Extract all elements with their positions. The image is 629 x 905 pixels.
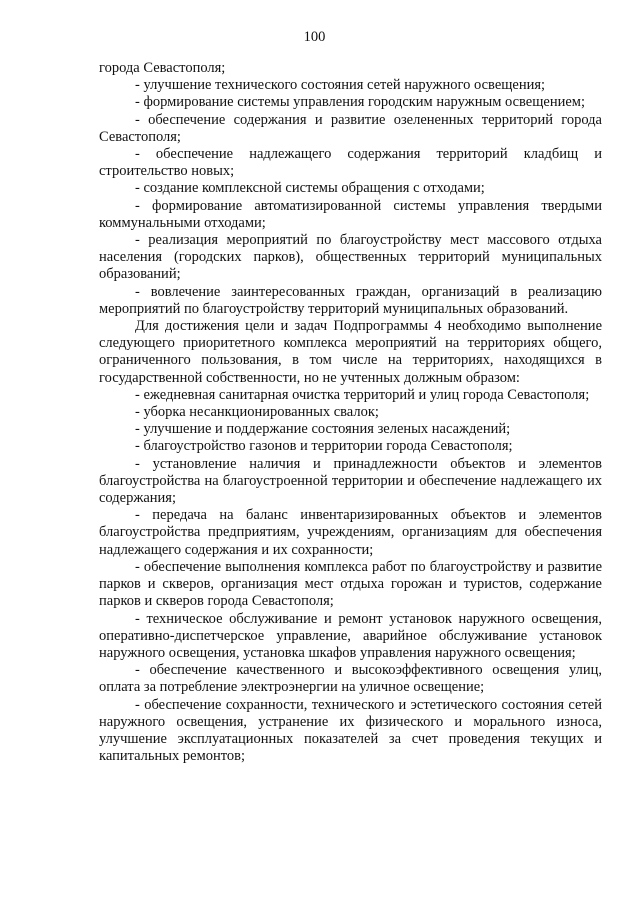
paragraph: города Севастополя; (99, 60, 226, 76)
list-item: - улучшение и поддержание состояния зеленых насаждений; (135, 421, 511, 438)
list-item: - благоустройство газонов и территории города Севастополя; (135, 438, 513, 455)
list-item: - реализация мероприятий по благоустройству мест массового отдыха населения (городских парков), общественных территорий муниципальных образований; (99, 232, 602, 283)
list-item: - уборка несанкционированных свалок; (135, 404, 379, 421)
list-item: - обеспечение содержания и развитие озелененных территорий города Севастополя; (99, 111, 602, 145)
list-item: - вовлечение заинтересованных граждан, организаций в реализацию мероприятий по благоустройству территорий муниципальных образований. (99, 283, 602, 317)
list-item: - ежедневная санитарная очистка территорий и улиц города Севастополя; (135, 386, 590, 403)
list-item: - техническое обслуживание и ремонт установок наружного освещения, оперативно-диспетчерское управление, аварийное обслуживание установок наружного освещения, установка шкафов управления наружного освещения; (99, 610, 602, 661)
list-item: - обеспечение выполнения комплекса работ по благоустройству и развитие парков и скверов, организация мест отдыха горожан и туристов, содержание парков и скверов города Севастополя; (99, 558, 602, 610)
list-item: - обеспечение надлежащего содержания территорий кладбищ и строительство новых; (99, 146, 602, 180)
list-item: - формирование системы управления городским наружным освещением; (135, 94, 585, 111)
list-item: - создание комплексной системы обращения с отходами; (135, 180, 485, 197)
list-item: - установление наличия и принадлежности объектов и элементов благоустройства на благоустроенной территории и обеспечение надлежащего их содержания; (99, 455, 602, 507)
paragraph: Для достижения цели и задач Подпрограммы 4 необходимо выполнение следующего приоритетного комплекса мероприятий на территориях общего, ограниченного пользования, в том числе на территориях, находящихся в государственной собственности, но не учтенных должным образом: (99, 318, 602, 386)
list-item: - обеспечение качественного и высокоэффективного освещения улиц, оплата за потребление электроэнергии на уличное освещение; (99, 662, 602, 696)
list-item: - улучшение технического состояния сетей наружного освещения; (135, 77, 546, 94)
list-item: - передача на баланс инвентаризированных объектов и элементов благоустройства предприятиям, учреждениям, организациям для обеспечения надлежащего содержания и их сохранности; (99, 507, 602, 558)
document-body (99, 60, 602, 765)
page-number: 100 (303, 29, 326, 45)
list-item: - формирование автоматизированной системы управления твердыми коммунальными отходами; (99, 197, 602, 231)
list-item: - обеспечение сохранности, технического и эстетического состояния сетей наружного освещения, устранение их физического и морального износа, улучшение эксплуатационных показателей за счет проведения текущих и капитальных ремонтов; (99, 696, 602, 765)
